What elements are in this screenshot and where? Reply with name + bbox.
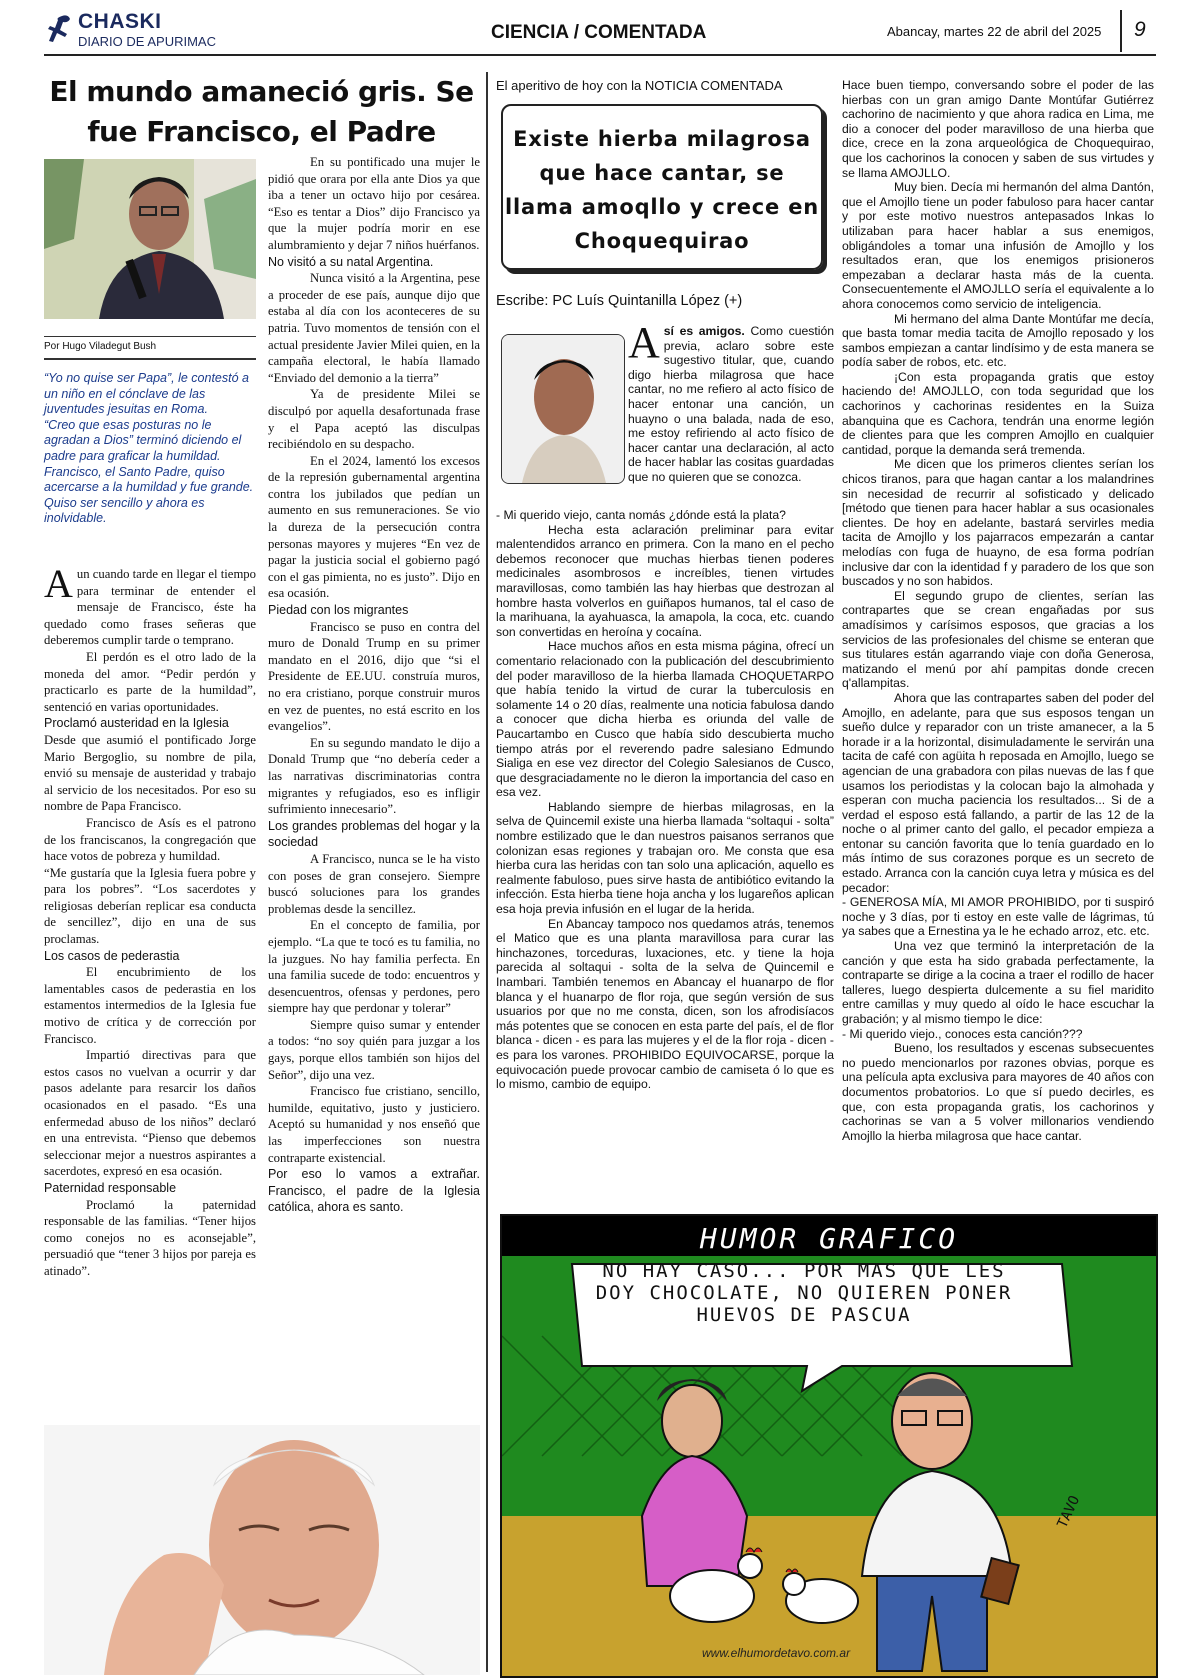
closing-line: Por eso lo vamos a extrañar. Francisco, el padre de la Iglesia católica, ahora es santo. — [268, 1167, 480, 1215]
paragraph: Mi hermano del alma Dante Montúfar me decía, que basta tomar media tacita de Amojllo reposado y los sambos empiezan a cantar lindísimo y de esta manera se podía saber de robos, etc. etc. — [842, 311, 1154, 370]
paragraph: El encubrimiento de los lamentables casos de pederastia en los estamentos intermedios de la Iglesia fue motivo de crítica y de corrección por Francisco. — [44, 965, 256, 1046]
paragraph: Impartió directivas para que estos casos no vuelvan a ocurrir y dar pasos adelante para resarcir los daños ocasionados en el pasado. “Es una enfermedad abuso de los niños” declaró en una entrevista. “Pienso que debemos seleccionar mejor a nuestros aspirantes a sacerdotes, expresó en esa ocasión. — [44, 1048, 256, 1179]
paragraph: Francisco de Asís es el patrono de los franciscanos, la congregación que hace votos de pobreza y humildad. — [44, 815, 256, 864]
right-headline: Existe hierba milagrosa que hace cantar, se llama amoqllo y crece en Choquequirao — [504, 127, 820, 253]
right-byline: Escribe: PC Luís Quintanilla López (+) — [496, 293, 743, 309]
paragraph: En Abancay tampoco nos quedamos atrás, tenemos el Matico que es una planta maravillosa para curar las hinchazones, torceduras, luxaciones, etc. y tiene la hoja parecida al soltaqui - solta de la selva de Quincemil e Inambari. También tenemos en Abancay el huanarpo de flor blanca y el huanarpo de flor roja, que según versión de sus usuarios por que no me consta, dicen, son los afrodisíacos más potentes que se conocen en esta parte del país, el de flor blanca - dicen - es para las mujeres y el de la flor roja - dicen - es para los varones. PROHIBIDO EQUIVOCARSE, porque la equivocación puede provocar cambio de camiseta ó lo que es lo mismo, cambio de equipo. — [496, 916, 834, 1092]
paragraph: El segundo grupo de clientes, serían las contrapartes que se crean engañadas por sus amadísimos y carísimos esposos, que gracias a los servicios de las profesionales del chisme se enteran que sus titulares están agarrando viaje con doña Generosa, matizando el menú por ahí pampitas donde crecen q'allampitas. — [842, 588, 1154, 691]
paragraph: - Mi querido viejo, canta nomás ¿dónde está la plata? — [496, 508, 786, 522]
brand-subtitle: DIARIO DE APURIMAC — [78, 34, 216, 49]
author-portrait-image — [44, 159, 256, 319]
cartoonist-signature: TAVO — [1054, 1493, 1084, 1531]
paragraph: un cuando tarde en llegar el tiempo para terminar de entender el mensaje de Francisco, éste ha quedado como frases señeras que deberemos cumplir tarde o temprano. — [44, 567, 256, 648]
page-number: 9 — [1134, 18, 1146, 41]
author-photo — [44, 159, 256, 319]
paragraph: En el 2024, lamentó los excesos de la represión gubernamental argentina contra los jubilados que pedían un aumento en sus remuneraciones. Se vio la dureza de la persecución contra personas mayores y mujeres “En vez de pagar la justicia social el gobierno pagó con el gas pimienta, no es justo”. Dijo en esa ocasión. — [268, 453, 480, 601]
right-column-c — [496, 508, 834, 1092]
paragraph: Hace buen tiempo, conversando sobre el poder de las hierbas con un gran amigo Dante Montúfar Gutiérrez cachorino de nacimiento y que ahora radica en Lima, me dio a conocer del poder maravilloso de una hierba que dice, crece en la zona arqueológica de Choquequirao, que los cachorinos la conocen y saben de sus virtudes y se llama AMOJLLO. — [842, 78, 1154, 180]
subheading: Proclamó austeridad en la Iglesia — [44, 716, 229, 731]
brand-name: CHASKI — [78, 10, 162, 33]
right-column-d — [842, 78, 1154, 1143]
columnist-portrait-image — [502, 335, 624, 483]
paragraph: En su segundo mandato le dijo a Donald Trump que “no debería ceder a las narrativas discriminatorias contra migrantes y refugiados, eso es infligir sufrimiento innecesario”. — [268, 735, 480, 817]
paragraph: - Mi querido viejo., conoces esta canción??? — [842, 1026, 1083, 1041]
drop-cap: A — [44, 561, 73, 606]
paragraph: ¡Con esta propaganda gratis que estoy haciendo de! AMOJLLO, con toda seguridad que los cachorinos y cachorinas residentes en la Suiza abanquina que es Cachora, tendrán una enorme legión de clientes para que les compren Amojllo en cualquier cantidad, porque la demanda será tremenda. — [842, 369, 1154, 457]
paragraph: Siempre quiso sumar y entender a todos: “no soy quién para juzgar a los gays, porque ellos también son hijos del Señor”, dijo una vez. — [268, 1017, 480, 1082]
left-headline: El mundo amaneció gris. Se fue Francisco, el Padre — [49, 75, 474, 148]
paragraph: Ya de presidente Milei se disculpó por aquella desafortunada frase y el Papa aceptó las disculpas recibiéndolo en su despacho. — [268, 387, 480, 452]
subheading: Paternidad responsable — [44, 1180, 177, 1195]
pope-photo — [44, 1425, 480, 1675]
masthead — [44, 6, 1156, 56]
cartoon-website: www.elhumordetavo.com.ar — [702, 1646, 851, 1660]
paragraph: Proclamó la paternidad responsable de las familias. “Tener hijos como conejos no es aconsejable”, persuadió que “tener 3 hijos por pareja es atinado”. — [44, 1197, 256, 1278]
paragraph: Desde que asumió el pontificado Jorge Mario Bergoglio, su nombre de pila, envió su mensaje de austeridad y trabajo al servicio de los necesitados. Por eso su nombre de Papa Francisco. — [44, 732, 256, 814]
subheading: Los grandes problemas del hogar y la sociedad — [268, 818, 480, 850]
speech-bubble-text: NO HAY CASO... POR MAS QUE LES DOY CHOCOLATE, NO QUIEREN PONER HUEVOS DE PASCUA — [595, 1260, 1013, 1326]
paragraph: “Me gustaría que la Iglesia fuera pobre y para los pobres”. “Los sacerdotes y religiosas deberían replicar esa conducta de sencillez”, dijo en una de sus proclamas. — [44, 865, 256, 947]
paragraph: A Francisco, nunca se le ha visto con poses de gran consejero. Siempre buscó soluciones para los grandes problemas desde la sencillez. — [268, 851, 480, 916]
page-number-box — [1120, 10, 1158, 52]
subheading: No visitó a su natal Argentina. — [268, 254, 434, 269]
paragraph: En el concepto de familia, por ejemplo. “La que te tocó es tu familia, no la juzgues. No hay familia perfecta. En una familia sucede de todo: encuentros y desencuentros, ofensas y perdones, pero siempre hay que perdonar y tolerar” — [268, 918, 480, 1016]
paragraph: Hecha esta aclaración preliminar para evitar malentendidos arranco en primera. Con la mano en el pecho debemos reconocer que muchas hierbas tienen poderes medicinales asombrosos e increíbles, tienen virtudes maravillosas, como también las hay hierbas que destrozan al hombre hasta volverlos en guiñapos humanos, tal el caso de la marihuana, la ayahuasca, la amapola, la coca, etc. cuando son convertidas en heroína y cocaína. — [496, 522, 834, 639]
paragraph: Me dicen que los primeros clientes serían los chicos tiranos, para que hagan cantar a los malandrines sin necesidad de recurrir al sofisticado y delicado [método que tienen para hacer hablar a sus ocasionales clientes. De hoy en adelante, bastará servirles media tacita de Amojllo y los pajarracos empezarán a cantar melodías con fuga de huayno, de esa forma podrían inclusive dar con la identidad f y paradero de los que son buscados y no son habidos. — [842, 457, 1154, 589]
paragraph: El perdón es el otro lado de la moneda del amor. “Pedir perdón y practicarlo es parte de la humildad”, sentenció en varias oportunidades. — [44, 649, 256, 714]
kicker: El aperitivo de hoy con la NOTICIA COMENTADA — [496, 78, 783, 93]
subheading: Los casos de pederastia — [44, 948, 180, 963]
subheading: Piedad con los migrantes — [268, 603, 409, 618]
paragraph: - GENEROSA MÍA, MI AMOR PROHIBIDO, por ti suspiró noche y 3 días, por ti estoy en este valle de lágrimas, tú ya sabes que a Ernestina ya le he echado arroz, etc. etc. — [842, 895, 1154, 939]
paragraph: Ahora que las contrapartes saben del poder del Amojllo, en adelante, para que sus esposos tengan un sueño dulce y reparador con un triste amanecer, a la 5 horade ir a la horizontal, disimuladamente le servirán una tacita de café con agüita h reposada en Amojllo, luego se agencian de una grabadora con pilas nuevas de las f que usamos los periodistas y la colocan bajo la almohada y esperan con mucha paciencia los resultados... Si de a verdad el esposo está fallando, a partir de las 12 de la noche o al primer canto del gallo, el pecador empieza a entonar su canción favorita que lo tenía guardado en lo más íntimo de sus corazones porque es un secreto de estado. Arranca con la canción cuya letra y música es del pecador: — [842, 690, 1154, 895]
dateline: Abancay, martes 22 de abril del 2025 — [887, 24, 1102, 39]
paragraph: Francisco se puso en contra del muro de Donald Trump en su primer mandato en el 2016, dijo que “si el Presidente de EE.UU. construía muros, no era cristiano, porque construir muros en vez de puentes, no está escrito en los evangelios”. — [268, 619, 480, 734]
title-box — [501, 104, 823, 270]
paragraph: Nunca visitó a la Argentina, pese a proceder de ese país, aunque dijo que estaba al día con los aconteceres de su patria. Tuvo momentos de tensión con el actual presidente Javier Milei quien, en la campaña electoral, le había llamado “Enviado del demonio a la tierra” — [268, 271, 480, 385]
column-divider — [486, 72, 488, 1672]
paragraph: Muy bien. Decía mi hermanón del alma Dantón, que el Amojllo tiene un poder fabuloso para hacer cantar y por este motivo nuestros antepasados Inkas lo utilizaban para hacer hablar a sus enemigos, obligándoles a tomar una infusión de Amojllo y los resultados eran, que los enemigos prisioneros empezaban a declarar hasta más de la cuenta. Consecuentemente el AMOJLLO sería el equivalente a lo ahora conocemos como servicio de inteligencia. — [842, 180, 1154, 311]
cartoon-header — [502, 1216, 1156, 1256]
paragraph: En su pontificado una mujer le pidió que orara por ella ante Dios ya que iba a tener un octavo hijo por cesárea. “Eso es tentar a Dios” dijo Francisco ya que la mujer podría morir en ese alumbramiento y dejar 7 niños huérfanos. — [268, 155, 480, 252]
cartoon-panel — [500, 1214, 1158, 1678]
paragraph: Hace muchos años en esta misma página, ofrecí un comentario relacionado con la publicación del descubrimiento del poder maravilloso de la hierba llamada CHOQUETARPO que había tenido la virtud de curar la tuberculosis en solamente 14 o 20 días, realmente una noticia fabulosa dando a conocer que dicha hierba es oriunda del valle de Paucartambo en Cusco que había sido descubierta mucho tiempo atrás por el reverendo padre salesiano Edmundo Sialiga en ese vez director del Colegio Salesianos de Cusco, que desgraciadamente no le dieron la importancia del caso en esa vez. — [496, 639, 834, 800]
columnist-photo — [501, 334, 625, 484]
left-byline: Por Hugo Viladegut Bush — [44, 341, 157, 352]
runner-logo-icon — [44, 12, 74, 52]
left-column-b — [268, 154, 480, 1216]
pull-quote: “Yo no quise ser Papa”, le contestó a un niño en el cónclave de las juventudes jesuitas en Roma. “Creo que esas posturas no le agradan a Dios” terminó diciendo el padre para graficar la humildad. Francisco, el Santo Padre, quiso acercarse a la humildad y fue grande. Quiso ser sencillo y ahora es inolvidable. — [44, 371, 254, 526]
intro-column — [628, 318, 835, 485]
paragraph: Francisco fue cristiano, sencillo, humilde, equitativo, justo y justiciero. Aceptó su humanidad y nos enseñó que las imperfecciones son nuestra contraparte existencial. — [268, 1084, 480, 1165]
cartoon-title: HUMOR GRAFICO — [699, 1222, 959, 1255]
lead-bold: sí es amigos. — [663, 324, 745, 338]
paragraph: Bueno, los resultados y escenas subsecuentes no puedo mencionarlos por razones obvias, porque es una película apta exclusiva para mayores de 40 años con documentos probatorios. Lo que sí puedo decirles, es que, con esta propaganda gratis, los cachorinos y cachorinas se van a 5 volver millonarios vendiendo Amojllo la hierba milagrosa que hace cantar. — [842, 1041, 1154, 1143]
paragraph: Hablando siempre de hierbas milagrosas, en la selva de Quincemil existe una hierba llamada “soltaqui - solta” nombre estilizado que le dan nuestros paisanos serranos que colonizan esas regiones y trabajan oro. Me consta que esa hierba cura las heridas con tan solo una aplicación, aquello es realmente fabuloso, pues sirve hasta de antibiótico evitando la infección. Esta hierba tiene hoja ancha y los lugareños aplican esa hoja previa infusión en el lugar de la herida. — [496, 799, 834, 917]
left-column-a — [44, 561, 256, 1280]
paragraph: Una vez que terminó la interpretación de la canción y que esta ha sido grabada perfectamente, la contraparte se dirige a la cocina a traer el rodillo de hacer talleres, luego despierta dulcemente a su fiel maridito entre camillas y muy quedo al oído le hace escuchar la grabación; y al mismo tiempo le dice: — [842, 939, 1154, 1026]
pope-portrait-image — [44, 1425, 480, 1675]
section-title: CIENCIA / COMENTADA — [491, 22, 707, 43]
drop-cap: A — [628, 318, 660, 367]
paragraph: Como cuestión previa, aclaro sobre este sugestivo titular, que, cuando digo hierba milagrosa que hace cantar, no me refiero al acto físico de hacer entonar una canción, un huayno o una balada, nada de eso, me estoy refiriendo al acto físico de hacer cantar una declaración, al acto de hacer hablar las cositas guardadas que no quieren que se conozca. — [628, 324, 835, 484]
